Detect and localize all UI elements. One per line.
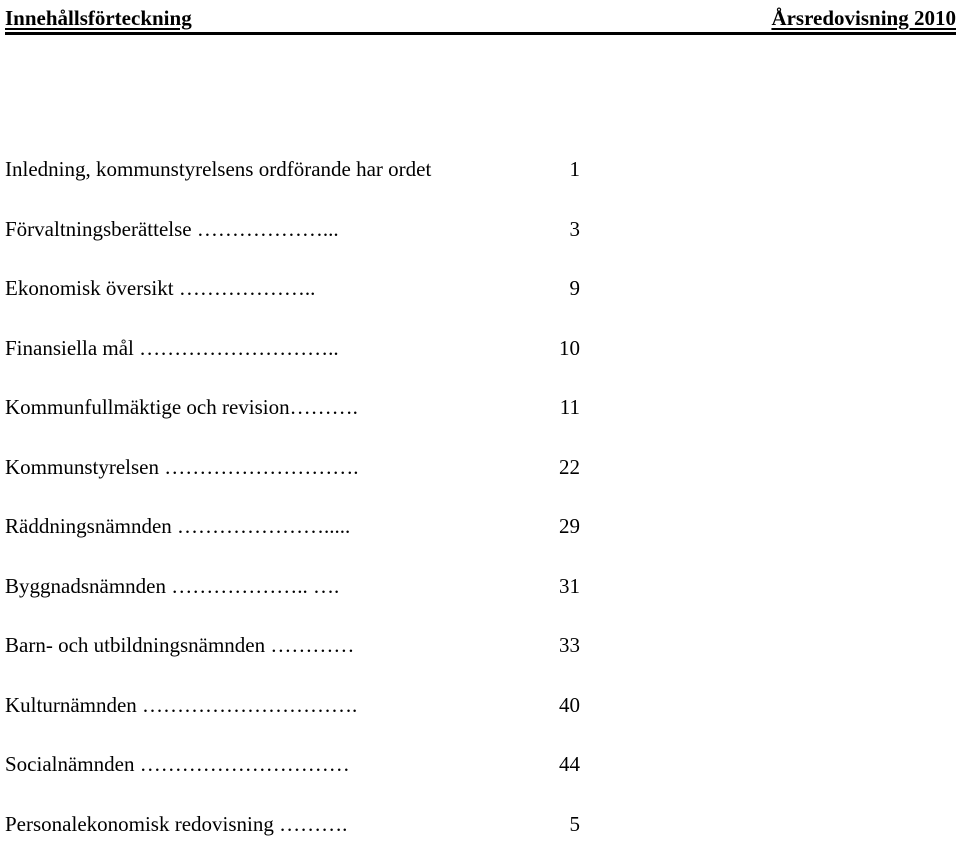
toc-entry-page: 31 <box>550 569 580 603</box>
page-header <box>5 4 956 35</box>
toc-entry-page: 40 <box>550 688 580 722</box>
toc-entry-page: 22 <box>550 450 580 484</box>
toc-entry-page: 1 <box>550 152 580 186</box>
toc-entry[interactable] <box>5 271 605 331</box>
toc-entry[interactable] <box>5 569 605 629</box>
toc-entry-label: Inledning, kommunstyrelsens ordförande har ordet <box>5 157 431 181</box>
toc-entry-page: 9 <box>550 271 580 305</box>
toc-entry-page: 5 <box>550 807 580 841</box>
toc-entry[interactable] <box>5 331 605 391</box>
toc-entry[interactable] <box>5 390 605 450</box>
toc-entry[interactable] <box>5 450 605 510</box>
toc-entry-label: Finansiella mål ……………………….. <box>5 336 339 360</box>
toc-entry-label: Byggnadsnämnden ……………….. …. <box>5 574 339 598</box>
toc-entry[interactable] <box>5 212 605 272</box>
toc-entry-label: Räddningsnämnden …………………..... <box>5 514 350 538</box>
toc-entry-label: Socialnämnden ………………………… <box>5 752 350 776</box>
toc-entry-label: Barn- och utbildningsnämnden ………… <box>5 633 354 657</box>
toc-entry-label: Kommunfullmäktige och revision………. <box>5 395 358 419</box>
toc-entry-label: Kulturnämnden …………………………. <box>5 693 357 717</box>
document-title: Innehållsförteckning <box>5 6 192 31</box>
toc-entry-page: 29 <box>550 509 580 543</box>
toc-entry[interactable] <box>5 152 605 212</box>
toc-entry[interactable] <box>5 509 605 569</box>
toc-entry-label: Kommunstyrelsen ………………………. <box>5 455 358 479</box>
toc-entry[interactable] <box>5 688 605 748</box>
table-of-contents <box>5 152 605 866</box>
toc-entry[interactable] <box>5 807 605 866</box>
toc-entry[interactable] <box>5 628 605 688</box>
toc-entry-page: 33 <box>550 628 580 662</box>
toc-entry-page: 10 <box>550 331 580 365</box>
toc-entry-label: Ekonomisk översikt ……………….. <box>5 276 315 300</box>
toc-entry-label: Förvaltningsberättelse ………………... <box>5 217 339 241</box>
report-title: Årsredovisning 2010 <box>771 6 956 31</box>
toc-entry-page: 44 <box>550 747 580 781</box>
toc-entry-page: 3 <box>550 212 580 246</box>
toc-entry-page: 11 <box>550 390 580 424</box>
toc-entry-label: Personalekonomisk redovisning ………. <box>5 812 347 836</box>
toc-entry[interactable] <box>5 747 605 807</box>
